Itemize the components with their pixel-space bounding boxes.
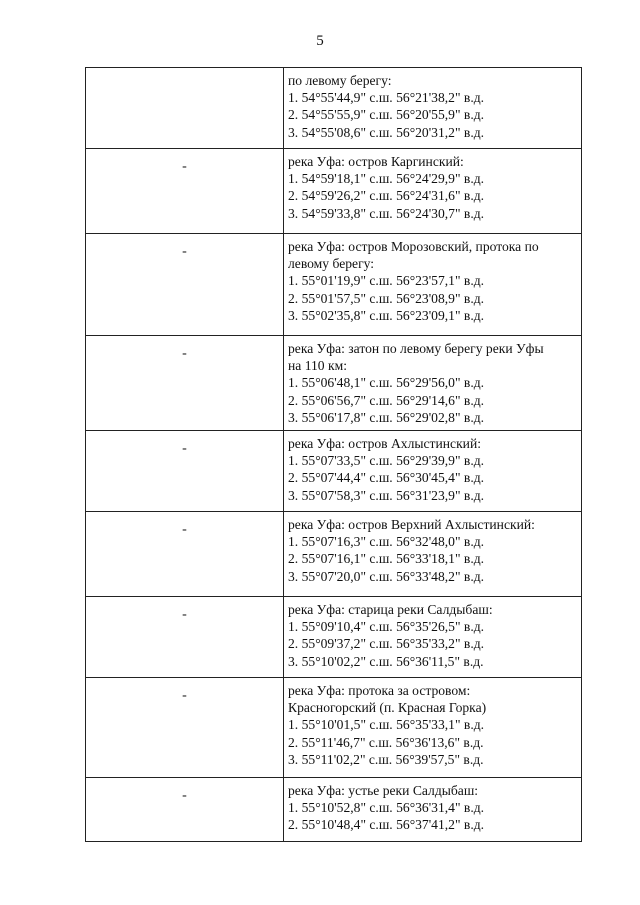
location-cell bbox=[284, 678, 582, 778]
location-line: 3. 55°07'58,3" с.ш. 56°31'23,9" в.д. bbox=[288, 487, 485, 503]
table-row bbox=[86, 778, 582, 842]
table-row bbox=[86, 336, 582, 431]
row-marker: - bbox=[182, 244, 187, 259]
location-line: 2. 55°09'37,2" с.ш. 56°35'33,2" в.д. bbox=[288, 636, 485, 652]
location-line: 3. 54°55'08,6" с.ш. 56°20'31,2" в.д. bbox=[288, 124, 485, 140]
location-title: река Уфа: остров Каргинский: bbox=[288, 154, 464, 169]
location-title: река Уфа: устье реки Салдыбаш: bbox=[288, 783, 479, 799]
location-line: 1. 55°10'01,5" с.ш. 56°35'33,1" в.д. bbox=[288, 717, 485, 733]
location-line: 1. 55°10'52,8" с.ш. 56°36'31,4" в.д. bbox=[288, 800, 485, 816]
location-line: 3. 55°11'02,2" с.ш. 56°39'57,5" в.д. bbox=[288, 751, 484, 767]
coordinates-table bbox=[85, 67, 582, 842]
table-body bbox=[86, 68, 582, 842]
location-title: река Уфа: затон по левому берегу реки Уфы bbox=[288, 341, 544, 356]
location-line: 3. 55°02'35,8" с.ш. 56°23'09,1" в.д. bbox=[288, 307, 485, 323]
location-line: 1. 54°59'18,1" с.ш. 56°24'29,9" в.д. bbox=[288, 171, 485, 187]
row-marker-cell bbox=[86, 431, 284, 512]
location-line: 2. 55°10'48,4" с.ш. 56°37'41,2" в.д. bbox=[288, 817, 485, 833]
table-row bbox=[86, 431, 582, 512]
table-row bbox=[86, 597, 582, 678]
location-cell bbox=[284, 597, 582, 678]
location-cell bbox=[284, 778, 582, 842]
row-marker-cell bbox=[86, 678, 284, 778]
location-line: 3. 55°07'20,0" с.ш. 56°33'48,2" в.д. bbox=[288, 568, 485, 584]
location-cell bbox=[284, 68, 582, 149]
location-line: 2. 54°55'55,9" с.ш. 56°20'55,9" в.д. bbox=[288, 107, 485, 123]
row-marker: - bbox=[182, 788, 187, 804]
location-line: 1. 55°07'33,5" с.ш. 56°29'39,9" в.д. bbox=[288, 453, 485, 469]
row-marker-cell bbox=[86, 68, 284, 149]
location-title: река Уфа: остров Ахлыстинский: bbox=[288, 436, 482, 452]
location-title: река Уфа: остров Морозовский, протока по bbox=[288, 239, 539, 254]
location-line: на 110 км: bbox=[288, 358, 347, 374]
location-line: 2. 55°11'46,7" с.ш. 56°36'13,6" в.д. bbox=[288, 734, 484, 750]
row-marker: - bbox=[182, 607, 187, 623]
location-line: 3. 54°59'33,8" с.ш. 56°24'30,7" в.д. bbox=[288, 205, 485, 221]
location-line: 1. 55°07'16,3" с.ш. 56°32'48,0" в.д. bbox=[288, 534, 485, 550]
location-line: 1. 54°55'44,9" с.ш. 56°21'38,2" в.д. bbox=[288, 90, 485, 106]
location-cell bbox=[284, 149, 582, 234]
row-marker: - bbox=[182, 441, 187, 457]
row-marker-cell bbox=[86, 234, 284, 336]
row-marker-cell bbox=[86, 149, 284, 234]
row-marker bbox=[86, 68, 283, 78]
location-cell bbox=[284, 512, 582, 597]
location-line: Красногорский (п. Красная Горка) bbox=[288, 700, 487, 716]
location-line: 3. 55°06'17,8" с.ш. 56°29'02,8" в.д. bbox=[288, 409, 485, 425]
location-line: 2. 55°06'56,7" с.ш. 56°29'14,6" в.д. bbox=[288, 392, 485, 408]
location-title: река Уфа: протока за островом: bbox=[288, 683, 471, 699]
location-title: по левому берегу: bbox=[288, 73, 392, 88]
location-line: 1. 55°09'10,4" с.ш. 56°35'26,5" в.д. bbox=[288, 619, 485, 635]
location-title: река Уфа: остров Верхний Ахлыстинский: bbox=[288, 517, 535, 533]
row-marker: - bbox=[182, 688, 187, 704]
location-line: 2. 55°07'16,1" с.ш. 56°33'18,1" в.д. bbox=[288, 551, 485, 567]
location-line: 2. 54°59'26,2" с.ш. 56°24'31,6" в.д. bbox=[288, 188, 485, 204]
location-cell bbox=[284, 431, 582, 512]
table-row bbox=[86, 678, 582, 778]
location-line: левому берегу: bbox=[288, 256, 375, 272]
location-line: 3. 55°10'02,2" с.ш. 56°36'11,5" в.д. bbox=[288, 653, 484, 669]
location-line: 1. 55°06'48,1" с.ш. 56°29'56,0" в.д. bbox=[288, 375, 485, 391]
location-line: 2. 55°07'44,4" с.ш. 56°30'45,4" в.д. bbox=[288, 470, 485, 486]
location-cell bbox=[284, 234, 582, 336]
page-number: 5 bbox=[316, 33, 324, 49]
row-marker-cell bbox=[86, 512, 284, 597]
row-marker-cell bbox=[86, 778, 284, 842]
table-row bbox=[86, 68, 582, 149]
row-marker: - bbox=[182, 159, 187, 174]
location-line: 1. 55°01'19,9" с.ш. 56°23'57,1" в.д. bbox=[288, 273, 485, 289]
location-line: 2. 55°01'57,5" с.ш. 56°23'08,9" в.д. bbox=[288, 290, 485, 306]
row-marker-cell bbox=[86, 336, 284, 431]
row-marker: - bbox=[182, 346, 187, 361]
location-title: река Уфа: старица реки Салдыбаш: bbox=[288, 602, 493, 618]
table-row bbox=[86, 512, 582, 597]
row-marker-cell bbox=[86, 597, 284, 678]
location-cell bbox=[284, 336, 582, 431]
table-row bbox=[86, 149, 582, 234]
table-row bbox=[86, 234, 582, 336]
row-marker: - bbox=[182, 522, 187, 538]
